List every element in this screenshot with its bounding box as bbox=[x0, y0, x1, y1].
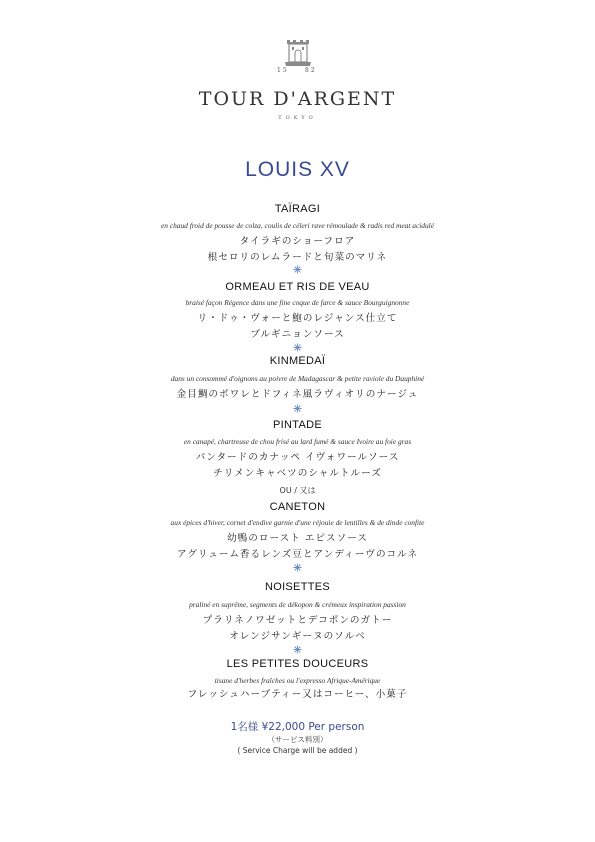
course-name: PINTADE bbox=[273, 419, 322, 431]
snowflake-star-icon bbox=[293, 404, 302, 413]
course-name: LES PETITES DOUCEURS bbox=[226, 658, 369, 670]
brand-location: TOKYO bbox=[278, 115, 317, 121]
course-name: CANETON bbox=[269, 501, 326, 513]
course-description-jp: 金目鯛のポワレとドフィネ風ラヴィオリのナージュ bbox=[176, 389, 419, 400]
price-line: 1名様 ¥22,000 Per person bbox=[230, 721, 365, 733]
year-right: 82 bbox=[305, 67, 317, 74]
course-name: TAÏRAGI bbox=[274, 203, 321, 215]
course-description-fr: en canapé, chartreuse de chou frisé au lard fumé & sauce Ivoire au foie gras bbox=[183, 437, 412, 446]
service-note-en: ( Service Charge will be added ) bbox=[237, 746, 358, 755]
snowflake-star-icon bbox=[293, 343, 302, 352]
course-description-jp: フレッシュハーブティー又はコーヒー、小菓子 bbox=[187, 689, 408, 700]
course-description-fr: dans un consommé d'oignons au poivre de Madagascar & petite raviole du Dauphiné bbox=[170, 374, 425, 383]
course-name: KINMEDAÏ bbox=[269, 355, 326, 367]
or-label: OU / 又は bbox=[279, 486, 316, 495]
course-description-fr: tisane d'herbes fraîches ou l'expresso Afrique-Amérique bbox=[214, 676, 381, 685]
course-name: NOISETTES bbox=[264, 581, 331, 593]
service-note-jp: （サービス料別） bbox=[267, 735, 328, 744]
course-description-jp: プラリネノワゼットとデコポンのガトー bbox=[202, 615, 393, 626]
course-description-jp: タイラギのショーフロア bbox=[239, 236, 356, 247]
course-description-fr: en chaud froid de pousse de colza, coulis de céleri rave rémoulade & radis red meat acidulé bbox=[160, 221, 435, 230]
brand-name: TOUR D'ARGENT bbox=[198, 88, 397, 110]
course-description-fr: aux épices d'hiver, cornet d'endive garnie d'une réjouie de lentilles & de dinde confite bbox=[170, 518, 425, 527]
course-description-jp: オレンジサンギーヌのソルベ bbox=[229, 631, 366, 642]
year-left: 15 bbox=[277, 67, 289, 74]
course-description-fr: braisé façon Régence dans une fine coque de farce & sauce Bourguignonne bbox=[185, 298, 410, 307]
snowflake-star-icon bbox=[293, 645, 302, 654]
course-description-jp: リ・ドゥ・ヴォーと鮑のレジャンス仕立て bbox=[197, 313, 398, 324]
course-description-jp: 根セロリのレムラードと旬菜のマリネ bbox=[207, 252, 388, 263]
snowflake-star-icon bbox=[293, 265, 302, 274]
snowflake-star-icon bbox=[293, 563, 302, 572]
course-description-jp: パンタードのカナッペ イヴォワールソース bbox=[195, 452, 400, 463]
course-description-jp: アグリューム香るレンズ豆とアンディーヴのコルネ bbox=[176, 549, 419, 560]
course-description-jp: ブルギニョンソース bbox=[250, 329, 345, 340]
course-description-jp: 幼鴨のロースト エピスソース bbox=[227, 533, 368, 544]
course-name: ORMEAU ET RIS DE VEAU bbox=[225, 281, 370, 293]
menu-title: LOUIS XV bbox=[245, 158, 350, 181]
course-description-jp: チリメンキャベツのシャルトルーズ bbox=[213, 468, 382, 479]
course-description-fr: praliné en suprême, segments de dékopon & crémeux inspiration passion bbox=[189, 600, 406, 609]
tower-crest-icon bbox=[284, 38, 312, 68]
